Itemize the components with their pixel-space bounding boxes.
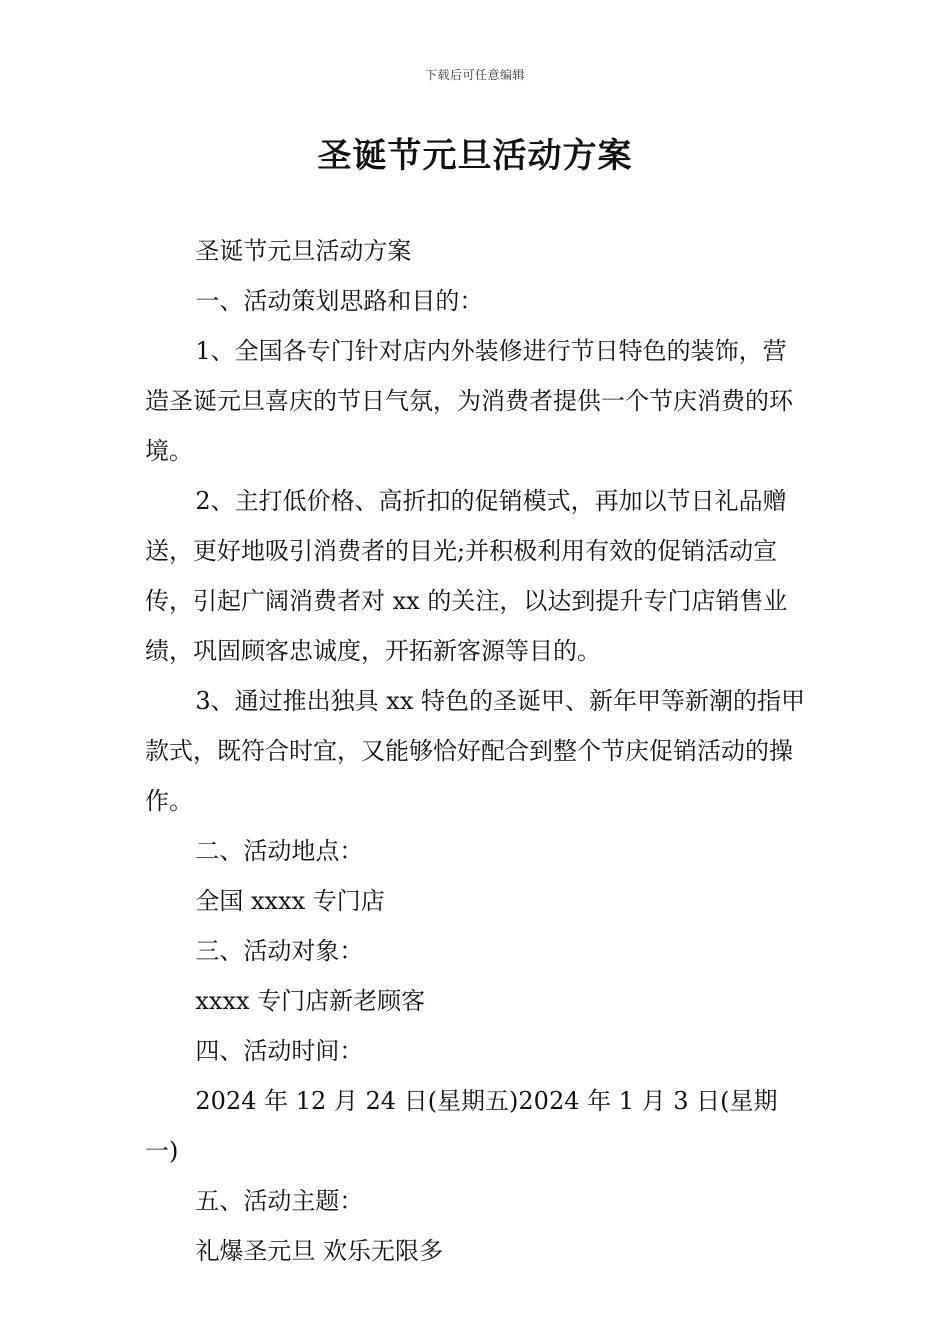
paragraph-goal-3: 3、通过推出独具 xx 特色的圣诞甲、新年甲等新潮的指甲款式，既符合时宜，又能够恰好配合到整个节庆促销活动的操作。 bbox=[145, 687, 805, 815]
document-title: 圣诞节元旦活动方案 bbox=[317, 136, 633, 176]
header-note: 下载后可任意编辑 bbox=[424, 68, 525, 82]
section-heading-theme: 五、活动主题： bbox=[195, 1187, 364, 1215]
paragraph-subtitle: 圣诞节元旦活动方案 bbox=[195, 237, 412, 265]
paragraph-time: 2024 年 12 月 24 日(星期五)2024 年 1 月 3 日(星期一) bbox=[145, 1087, 778, 1165]
paragraph-location: 全国 xxxx 专门店 bbox=[195, 887, 385, 915]
paragraph-theme: 礼爆圣元旦 欢乐无限多 bbox=[195, 1237, 444, 1265]
section-heading-audience: 三、活动对象： bbox=[195, 937, 364, 965]
section-heading-time: 四、活动时间： bbox=[195, 1037, 364, 1065]
paragraph-goal-1: 1、全国各专门针对店内外装修进行节日特色的装饰，营造圣诞元旦喜庆的节日气氛，为消费者提供一个节庆消费的环境。 bbox=[145, 337, 793, 465]
paragraph-audience: xxxx 专门店新老顾客 bbox=[195, 987, 426, 1015]
section-heading-goals: 一、活动策划思路和目的： bbox=[195, 287, 484, 315]
paragraph-goal-2: 2、主打低价格、高折扣的促销模式，再加以节日礼品赠送，更好地吸引消费者的目光;并积极利用有效的促销活动宣传，引起广阔消费者对 xx 的关注，以达到提升专门店销售业绩，巩固顾客忠诚度，开拓新客源等目的。 bbox=[145, 487, 788, 665]
document-body bbox=[145, 226, 810, 1276]
section-heading-location: 二、活动地点： bbox=[195, 837, 364, 865]
